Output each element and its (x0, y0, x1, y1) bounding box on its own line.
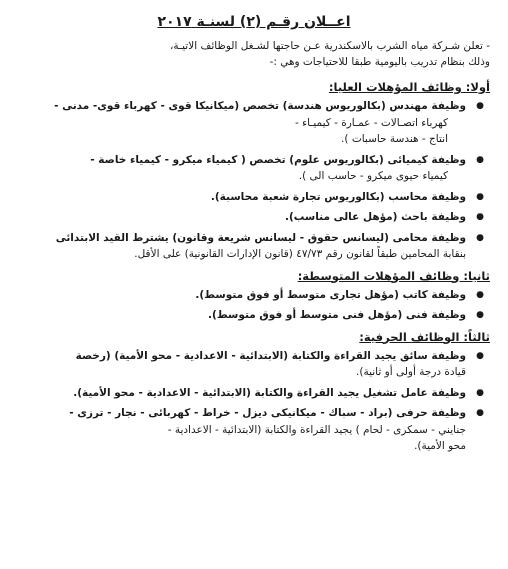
job-line: ● وظيفة حرفى (براد - سباك - ميكانيكى ديزل - خراط - كهربائى - نجار - ترزى - (69, 407, 466, 419)
job-line: ● وظيفة باحث (مؤهل عالى مناسب). (285, 211, 466, 223)
intro-paragraph (54, 38, 490, 70)
section-heading-craft-jobs: ثالثاً: الوظائف الحرفية: (359, 329, 490, 344)
job-line: ● وظيفة محامى (ليسانس حقوق - ليسانس شريعة وقانون) يشترط القيد الابتدائى (55, 231, 466, 244)
list-item (14, 405, 494, 455)
list-item (14, 287, 494, 304)
job-line: كهرباء اتصـالات - عمـارة - كيميـاء - (295, 116, 448, 129)
job-line: محو الأمية). (414, 440, 466, 452)
list-item (14, 209, 494, 226)
job-line: ● وظيفة سائق يجيد القراءة والكتابة (الابتدائية - الاعدادية - محو الأمية) (رخصة (75, 349, 466, 362)
job-line: بنقابة المحامين طبقاً لقانون رقم ٤٧/٧٣ (قانون الإدارات القانونية) على الأقل. (134, 248, 466, 260)
job-line: جنايني - سمكرى - لحام ) يجيد القراءة والكتابة (الابتدائية - الاعدادية - (167, 423, 466, 436)
job-list-craft (14, 348, 494, 455)
job-list-intermediate (14, 287, 494, 324)
job-list-higher (14, 98, 494, 263)
job-line: ● وظيفة محاسب (بكالوريوس تجارة شعبة محاسبة). (210, 190, 466, 203)
list-item (14, 385, 494, 402)
list-item (14, 152, 494, 185)
intro-line: - تعلن شـركة مياه الشرب بالاسكندرية عـن حاجتها لشـغل الوظائف الاتيـة، (170, 40, 490, 52)
job-line: انتاج - هندسة حاسبات ). (341, 133, 448, 145)
intro-line: وذلك بنظام تدريب باليومية طبقا للاحتياجات وهي :- (269, 56, 490, 68)
job-line: ● وظيفة كاتب (مؤهل تجارى متوسط أو فوق متوسط). (195, 288, 466, 301)
list-item (14, 307, 494, 324)
job-line: ● وظيفة فنى (مؤهل فنى متوسط أو فوق متوسط). (208, 309, 466, 321)
list-item (14, 230, 494, 263)
job-line: قيادة درجة أولى أو ثانية). (356, 366, 466, 378)
list-item (14, 189, 494, 206)
job-line: ● وظيفة كيميائى (بكالوريوس علوم) تخصص ( كيمياء ميكرو - كيمياء خاصة - (90, 153, 466, 166)
section-heading-intermediate-qualifications: ثانيا: وظائف المؤهلات المتوسطة: (297, 268, 490, 283)
job-line: ● وظيفة عامل تشغيل يجيد القراءة والكتابة (الابتدائية - الاعدادية - محو الأمية). (73, 386, 466, 399)
list-item (14, 98, 494, 148)
job-line: ● وظيفة مهندس (بكالوريوس هندسة) تخصص (ميكانيكا قوى - كهرباء قوى- مدنى - (54, 100, 466, 112)
announcement-title: اعــلان رقـم (٢) لسنـة ٢٠١٧ (157, 14, 351, 30)
list-item (14, 348, 494, 381)
job-line: كيمياء حيوى ميكرو - حاسب الى ). (298, 170, 448, 182)
section-heading-higher-qualifications: أولا: وظائف المؤهلات العليا: (328, 80, 490, 94)
